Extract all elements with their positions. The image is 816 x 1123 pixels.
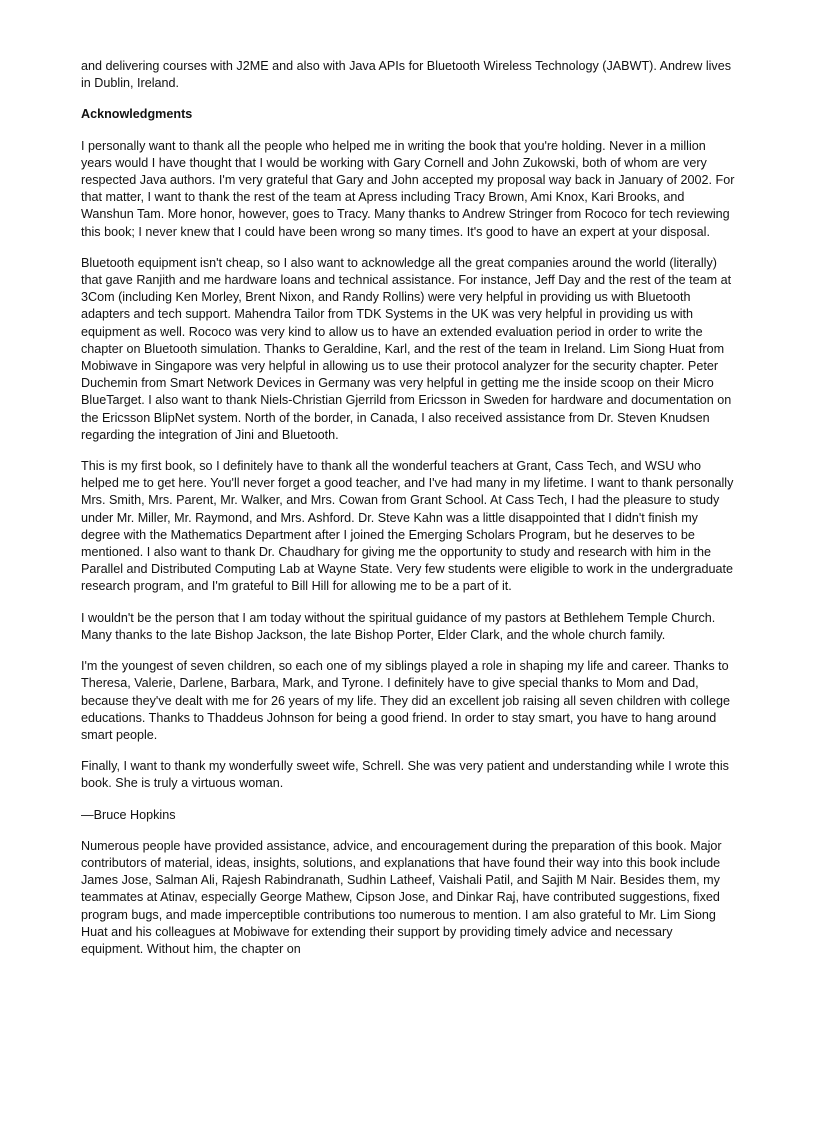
acknowledgments-paragraph-2: Bluetooth equipment isn't cheap, so I also want to acknowledge all the great companies around the world (literally) that gave Ranjith and me hardware loans and technical assistance. For instance, Jeff Day and the rest of the team at 3Com (including Ken Morley, Brent Nixon, and Randy Rollins) were very helpful in providing us with Bluetooth adapters and tech support. Mahendra Tailor from TDK Systems in the UK was very helpful in providing us with equipment as well. Rococo was very kind to allow us to have an extended evaluation period in order to write the chapter on Bluetooth simulation. Thanks to Geraldine, Karl, and the rest of the team in Ireland. Lim Siong Huat from Mobiwave in Singapore was very helpful in allowing us to use their protocol analyzer for the security chapter. Peter Duchemin from Smart Network Devices in Germany was very helpful in getting me the inside scoop on their Micro BlueTarget. I also want to thank Niels-Christian Gjerrild from Ericsson in Sweden for hardware and documentation on the Ericsson BlipNet system. North of the border, in Canada, I also received assistance from Dr. Steven Knudsen regarding the integration of Jini and Bluetooth. — [81, 255, 732, 442]
intro-continuation-paragraph: and delivering courses with J2ME and also with Java APIs for Bluetooth Wireless Technology (JABWT). Andrew lives in Dublin, Ireland. — [81, 59, 732, 91]
acknowledgments-paragraph-5: I'm the youngest of seven children, so each one of my siblings played a role in shaping my life and career. Thanks to Theresa, Valerie, Darlene, Barbara, Mark, and Tyrone. I definitely have to give special thanks to Mom and Dad, because they've dealt with me for 26 years of my life. They did an excellent job raising all seven children with college educations. Thanks to Thaddeus Johnson for being a good friend. In order to stay smart, you have to hang around smart people. — [81, 659, 730, 742]
acknowledgments-paragraph-ranjith: Numerous people have provided assistance, advice, and encouragement during the preparation of this book. Major contributors of material, ideas, insights, solutions, and explanations that have found their way into this book include James Jose, Salman Ali, Rajesh Rabindranath, Sudhin Latheef, Vaishali Patil, and Sajith M Nair. Besides them, my teammates at Atinav, especially George Mathew, Cipson Jose, and Dinkar Raj, have contributed suggestions, fixed program bugs, and made imperceptible contributions too numerous to mention. I am also grateful to Mr. Lim Siong Huat and his colleagues at Mobiwave for extending their support by providing timely advice and necessary equipment. Without him, the chapter on — [81, 838, 722, 956]
acknowledgments-paragraph-4: I wouldn't be the person that I am today without the spiritual guidance of my pastors at Bethlehem Temple Church. Many thanks to the late Bishop Jackson, the late Bishop Porter, Elder Clark, and the whole church family. — [81, 610, 716, 642]
document-page — [81, 58, 735, 972]
acknowledgments-paragraph-3: This is my first book, so I definitely have to thank all the wonderful teachers at Grant, Cass Tech, and WSU who helped me to get here. You'll never forget a good teacher, and I've had many in my lifetime. I want to thank personally Mrs. Smith, Mrs. Parent, Mr. Walker, and Mrs. Cowan from Grant School. At Cass Tech, I had the pleasure to study under Mr. Miller, Mr. Raymond, and Mrs. Ashford. Dr. Steve Kahn was a little disappointed that I didn't finish my degree with the Mathematics Department after I joined the Emerging Scholars Program, but he deserves to be mentioned. I also want to thank Dr. Chaudhary for giving me the opportunity to study and research with him in the Parallel and Distributed Computing Lab at Wayne State. Very few students were eligible to work in the undergraduate research program, and I'm grateful to Bill Hill for allowing me to be a part of it. — [81, 459, 734, 594]
acknowledgments-paragraph-1: I personally want to thank all the people who helped me in writing the book that you're holding. Never in a million years would I have thought that I would be working with Gary Cornell and John Zukowski, both of whom are very respected Java authors. I'm very grateful that Gary and John accepted my proposal way back in January of 2002. For that matter, I want to thank the rest of the team at Apress including Tracy Brown, Ami Knox, Kari Brooks, and Wanshun Tam. More honor, however, goes to Tracy. Many thanks to Andrew Stringer from Rococo for tech reviewing this book; I never knew that I could have been wrong so many times. It's good to have an expert at your disposal. — [81, 138, 735, 239]
acknowledgments-paragraph-6: Finally, I want to thank my wonderfully sweet wife, Schrell. She was very patient and understanding while I wrote this book. She is truly a virtuous woman. — [81, 759, 729, 791]
signature-bruce-hopkins: —Bruce Hopkins — [81, 807, 176, 822]
acknowledgments-heading: Acknowledgments — [81, 107, 193, 122]
